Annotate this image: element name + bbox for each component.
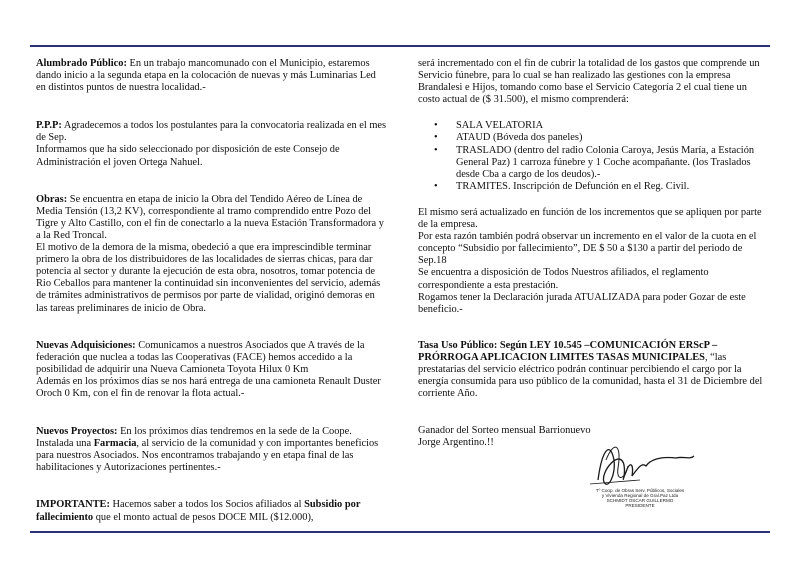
- importante-text-b: que el monto actual de pesos DOCE MIL ($12.000),: [93, 511, 314, 523]
- proyectos-text-a: En los próximos días tendremos en la sede de la Coope. Instalada una: [36, 426, 352, 450]
- ppp-text: Agradecemos a todos los postulantes para la convocatoria realizada en el mes de Sep.: [36, 120, 387, 144]
- proyectos-paragraph: [36, 426, 388, 474]
- ganador-nombre: Jorge Argentino.!!: [418, 437, 494, 449]
- list-item-text: TRAMITES. Inscripción de Defunción en el Reg. Civil.: [456, 180, 690, 192]
- obras-paragraph-2: El motivo de la demora de la misma, obedeció a que era imprescindible terminar primero la obra de los distribuidores de las localidades de sierras chicas, para dar potencia al sector y durante la ejecución de esta obra, nosotros, tomar potencia de Rio Ceballos para mantener la continuidad sin inconvenientes del servicio, además de trámites administrativos de permisos por parte de vialidad, originó demoras en las tareas preliminares de inicio de Obra.: [36, 242, 381, 314]
- right-column: [418, 58, 770, 449]
- list-item-text: TRASLADO (dentro del radio Colonia Caroya, Jesús María, a Estación General Paz) 1 carroza fúnebre y 1 Coche acompañante. (los Traslados desde Cba a cargo de los deudos).-: [456, 144, 755, 180]
- subsidio-phrase: Subsidio por fallecimiento: [36, 499, 361, 523]
- importante-title: IMPORTANTE:: [36, 499, 110, 511]
- top-divider: [30, 45, 770, 47]
- adquisiciones-text: Comunicamos a nuestros Asociados que A través de la federación que nuclea a todas las Cooperativas (FACE) hemos accedido a la posibilidad de adquirir una Nueva Camioneta Toyota Hilux 0 Km: [36, 339, 365, 375]
- list-item: [434, 132, 770, 144]
- ppp-paragraph-2: Informamos que ha sido seleccionado por disposición de este Consejo de Administración el joven Ortega Nahuel.: [36, 144, 340, 168]
- tasa-paragraph: [418, 340, 770, 400]
- obras-paragraph: [36, 194, 388, 242]
- obras-text: Se encuentra en etapa de inicio la Obra del Tendido Aéreo de Línea de Media Tensión (13,2 KV), correspondiente al tramo comprendido entre Pozo del Tigre y Alto Castillo, con el fin de conectarlo a la nueva Estación Transformadora y a la Red Troncal.: [36, 193, 384, 241]
- adquisiciones-paragraph: [36, 340, 388, 376]
- stamp-line: Tº Coop. de Obras Serv. Públicos, Sociales: [595, 488, 685, 493]
- alumbrado-title: Alumbrado Público:: [36, 58, 127, 69]
- tasa-title: Tasa Uso Público:: [418, 339, 498, 351]
- ppp-title: P.P.P:: [36, 120, 62, 132]
- importante-text-a: Hacemos saber a todos los Socios afiliados al: [109, 499, 305, 511]
- reglamento-paragraph: Se encuentra a disposición de Todos Nuestros afiliados, el reglamento correspondiente a esta prestación.: [418, 267, 709, 291]
- list-item-text: ATAUD (Bóveda dos paneles): [456, 132, 583, 144]
- stamp-line: PRESIDENTE: [625, 503, 655, 508]
- list-item-text: SALA VELATORIA: [456, 120, 544, 132]
- signature-stamp: [592, 488, 688, 508]
- declaracion-paragraph: Rogamos tener la Declaración jurada ATUALIZADA para poder Gozar de este beneficio.-: [418, 291, 746, 315]
- tasa-bold-text: Según LEY 10.545 –COMUNICACIÓN ERScP – PRÓRROGA APLICACION LIMITES TASAS MUNICIPALES: [418, 339, 718, 363]
- list-item: [434, 120, 770, 132]
- bullet-icon: •: [434, 144, 438, 156]
- bullet-icon: •: [434, 132, 438, 144]
- list-item: [434, 180, 770, 193]
- bullet-icon: •: [434, 120, 438, 132]
- importante-paragraph: [36, 499, 388, 523]
- left-column: [36, 58, 388, 524]
- adquisiciones-paragraph-2: Además en los próximos días se nos hará entrega de una camioneta Renault Duster Oroch 0 Km, con el fin de renovar la flota actual.-: [36, 375, 381, 399]
- stamp-line: SCHMIDT OSCAR GUILLERMO: [606, 498, 674, 503]
- bullet-icon: •: [434, 180, 438, 192]
- proyectos-text-b: , al servicio de la comunidad y con importantes beneficios para nuestros Asociados. Nos encontramos trabajando y en etapa final de las habilitaciones y Autorizaciones pertinentes.-: [36, 438, 379, 474]
- tasa-text: , “las prestatarias del servicio eléctrico podrán continuar percibiendo el cargo por la energía consumida para uso público de la comunidad, hasta el 31 de Diciembre del corriente Año.: [418, 351, 763, 400]
- list-item: [434, 144, 770, 181]
- bottom-divider: [30, 531, 770, 533]
- ganador-line: Ganador del Sorteo mensual Barrionuevo: [418, 425, 591, 437]
- ppp-paragraph: [36, 120, 388, 144]
- alumbrado-text: En un trabajo mancomunado con el Municipio, estaremos dando inicio a la segunda etapa en la colocación de nuevas y más Luminarias Led en distintos puntos de nuestra localidad.-: [36, 58, 376, 94]
- farmacia-word: Farmacia: [93, 438, 137, 450]
- servicio-list: [418, 120, 770, 193]
- adquisiciones-title: Nuevas Adquisiciones:: [36, 339, 136, 351]
- stamp-line: y Vivienda Regional de Gral.Paz Ltda: [601, 493, 679, 498]
- actualizado-paragraph: El mismo será actualizado en función de los incrementos que se apliquen por parte de la empresa.: [418, 206, 762, 231]
- proyectos-title: Nuevos Proyectos:: [36, 426, 118, 438]
- obras-title: Obras:: [36, 193, 68, 205]
- cuota-paragraph: Por esta razón también podrá observar un incremento en el valor de la cuota en el concepto “Subsidio por fallecimiento”, DE $ 50 a $130 a partir del periodo de Sep.18: [418, 231, 757, 267]
- alumbrado-paragraph: [36, 58, 388, 94]
- subsidio-intro: será incrementado con el fin de cubrir la totalidad de los gastos que comprende un Servicio fúnebre, para lo cual se han realizado las gestiones con la empresa Brandalesi e Hijos, tomando como base el Servicio Categoría 2 el cual tiene un costo actual de ($ 31.500), el mismo comprenderá:: [418, 58, 760, 106]
